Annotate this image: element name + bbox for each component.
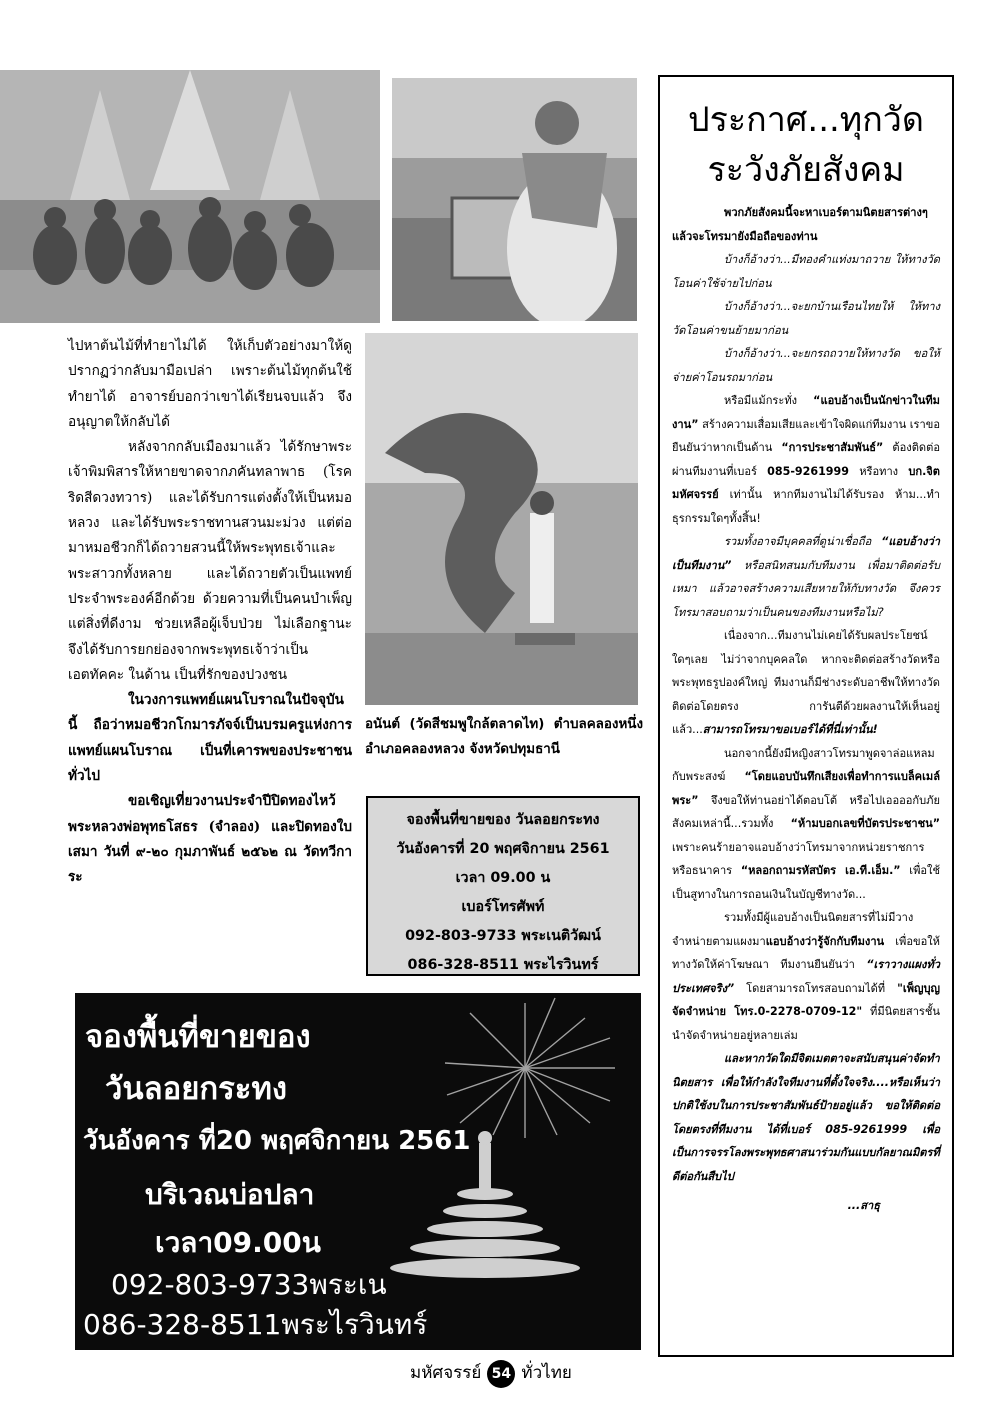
naga-shrine-photo xyxy=(365,333,638,705)
booking-date: วันอังคารที่ 20 พฤศจิกายน 2561 xyxy=(396,841,610,857)
article-paragraph: ในวงการแพทย์แผนโบราณในปัจจุบันนี้ ถือว่าหมอชีวกโกมารภัจจ์เป็นบรมครูแห่งการแพทย์แผนโบราณ เป็นที่เคารพของประชาชนทั่วไป xyxy=(68,692,352,785)
booking-phone-1: 092-803-9733 พระเนติวัฒน์ xyxy=(405,928,601,944)
article-paragraph: ไปหาต้นไม้ที่ทำยาไม่ได้ ให้เก็บตัวอย่างมาให้ดู ปรากฏว่ากลับมามือเปล่า เพราะต้นไม้ทุกต้นใช้ทำยาได้ อาจารย์บอกว่าเขาได้เรียนจบแล้ว จึงอนุญาตให้กลับได้ xyxy=(68,338,352,430)
left-article xyxy=(68,334,352,891)
ad-date: วันอังคาร ที่20 พฤศจิกายน 2561 xyxy=(83,1126,471,1156)
notice-paragraph: รวมทั้งมีผู้แอบอ้างเป็นนิตยสารที่ไม่มีวางจำหน่ายตามแผงมาแอบอ้างว่ารู้จักกับทีมงาน เพื่อขอให้ทางวัดให้ค่าโฆษณา ทีมงานยืนยันว่า “เราวางแผงทั่วประเทศจริง” โดยสามารถโทรสอบถามได้ที่ "เพ็ญบุญ จัดจำหน่าย โทร.0-2278-0709-12" ที่มีนิตยสารชั้นนำจัดจำหน่ายอยู่หลายเล่ม xyxy=(672,911,941,1042)
notice-title-line: ประกาศ...ทุกวัด xyxy=(688,100,924,140)
notice-box xyxy=(658,75,954,1357)
article-paragraph: ขอเชิญเที่ยวงานประจำปีปิดทองไหว้พระหลวงพ่อพุทธโสธร (จำลอง) และปิดทองใบเสมา วันที่ ๙-๒๐ กุมภาพันธ์ ๒๕๖๒ ณ วัดทวีการะ xyxy=(68,793,352,886)
notice-paragraph: นอกจากนี้ยังมีหญิงสาวโทรมาพูดจาล่อแหลมกับพระสงฆ์ “โดยแอบบันทึกเสียงเพื่อทำการแบล็คเมล์พระ” จึงขอให้ท่านอย่าได้ตอบโต้ หรือไปเออออกับภัยสังคมเหล่านี้...รวมทั้ง “ห้ามบอกเลขที่บัตรประชาชน” เพราะคนร้ายอาจแอบอ้างว่าโทรมาจากหน่วยราชการหรือธนาคาร “หลอกถามรหัสบัตร เอ.ที.เอ็ม.” เพื่อใช้เป็นสูทางในการถอนเงินในบัญชีทางวัด... xyxy=(672,746,940,901)
booking-line: จองพื้นที่ขายของ วันลอยกระทง xyxy=(406,812,600,828)
booking-phone-label: เบอร์โทรศัพท์ xyxy=(461,899,545,915)
ad-phone-1: 092-803-9733พระเน xyxy=(111,1268,387,1301)
ad-time: เวลา09.00น xyxy=(155,1226,321,1259)
ad-line: จองพื้นที่ขายของ xyxy=(85,1019,311,1055)
notice-title-line: ระวังภัยสังคม xyxy=(707,150,905,190)
page-number: 54 xyxy=(487,1360,515,1388)
notice-paragraph: และหากวัดใดมีจิตเมตตาจะสนับสนุนค่าจัดทำนิตยสาร เพื่อให้กำลังใจทีมงานที่ตั้งใจจริง....หรือเห็นว่าปกติใช้งบในการประชาสัมพันธ์ป้ายอยู่แล้ว ขอให้ติดต่อโดยตรงที่ทีมงาน ได้ที่เบอร์ 085-9261999 เพื่อเป็นการจรรโลงพระพุทธศาสนาร่วมกันแบบกัลยาณมิตรที่ดีต่อกันสืบไป xyxy=(672,1052,940,1183)
ad-line: วันลอยกระทง xyxy=(105,1071,288,1107)
notice-signoff: ...สาธุ xyxy=(847,1199,880,1212)
ad-location: บริเวณบ่อปลา xyxy=(145,1178,315,1211)
notice-body xyxy=(672,201,940,1218)
page-footer xyxy=(410,1358,572,1388)
notice-paragraph: เนื่องจาก...ทีมงานไม่เคยได้รับผลประโยชน์ใดๆเลย ไม่ว่าจากบุคคลใด หากจะติดต่อสร้างวัดหรือพระพุทธรูปองค์ใหญ่ ทีมงานก็มีช่างระดับอาชีพให้ทางวัดติดต่อโดยตรง การันตีด้วยผลงานให้เห็นอยู่แล้ว...สามารถโทรมาขอเบอร์ได้ที่นี่เท่านั้น! xyxy=(672,629,940,736)
ad-phone-2: 086-328-8511พระไรวินทร์ xyxy=(83,1308,428,1341)
temple-group-photo xyxy=(0,70,380,323)
notice-paragraph: หรือมีแม้กระทั่ง “แอบอ้างเป็นนักข่าวในทีมงาน” สร้างความเสื่อมเสียและเข้าใจผิดแก่ทีมงาน เราขอยืนยันว่าหากเป็นด้าน “การประชาสัมพันธ์” ต้องติดต่อผ่านทีมงานที่เบอร์ 085-9261999 หรือทาง บก.จิต มหัศจรรย์ เท่านั้น หากทีมงานไม่ได้รับรอง ห้าม...ทำธุรกรรมใดๆทั้งสิ้น! xyxy=(672,394,940,525)
booking-phone-2: 086-328-8511 พระไรวินทร์ xyxy=(407,957,599,973)
booking-time: เวลา 09.00 น xyxy=(455,870,551,886)
man-portrait-photo xyxy=(392,78,637,321)
notice-paragraph: พวกภัยสังคมนี้จะหาเบอร์ตามนิตยสารต่างๆ แล้วจะโทรมายังมือถือของท่าน xyxy=(672,206,928,243)
article-paragraph: หลังจากกลับเมืองมาแล้ว ได้รักษาพระเจ้าพิมพิสารให้หายขาดจากภคันทลาพาธ (โรคริดสีดวงทวาร) และได้รับการแต่งตั้งให้เป็นหมอหลวง และได้รับพระราชทานสวนมะม่วง แต่ต่อมาหมอชีวกก็ได้ถวายสวนนี้ให้พระพุทธเจ้าและพระสาวกทั้งหลาย และได้ถวายตัวเป็นแพทย์ประจำพระองค์อีกด้วย ด้วยความที่เป็นคนบำเพ็ญแต่สิ่งที่ดีงาม ช่วยเหลือผู้เจ็บป่วย ไม่เลือกฐานะ จึงได้รับการยกย่องจากพระพุทธเจ้าว่าเป็นเอตทัคคะ ในด้าน เป็นที่รักของปวงชน xyxy=(68,439,352,683)
footer-section: ทั่วไทย xyxy=(521,1363,572,1383)
loy-krathong-ad xyxy=(75,993,641,1350)
notice-paragraph: บ้างก็อ้างว่า...มีทองคำแท่งมาถวาย ให้ทางวัดโอนค่าใช้จ่ายไปก่อน xyxy=(672,253,940,290)
notice-paragraph: รวมทั้งอาจมีบุคคลที่ดูน่าเชื่อถือ “แอบอ้างว่าเป็นทีมงาน” หรือสนิทสนมกับทีมงาน เพื่อมาติดต่อรับเหมา แล้วอาจสร้างความเสียหายให้กับทางวัด จึงควรโทรมาสอบถามว่าเป็นคนของทีมงานหรือไม่? xyxy=(672,535,940,619)
notice-title xyxy=(660,95,952,195)
notice-paragraph: บ้างก็อ้างว่า...จะยกบ้านเรือนไทยให้ ให้ทางวัดโอนค่าขนย้ายมาก่อน xyxy=(672,300,940,337)
footer-magazine-name: มหัศจรรย์ xyxy=(410,1363,482,1383)
photo-caption: อนันต์ (วัดสีชมพูใกล้ตลาดไท) ตำบลคลองหนึ่ง อำเภอคลองหลวง จังหวัดปทุมธานี xyxy=(365,717,643,757)
booking-box xyxy=(366,796,640,976)
notice-paragraph: บ้างก็อ้างว่า...จะยกรถถวายให้ทางวัด ขอให้จ่ายค่าโอนรถมาก่อน xyxy=(672,347,940,384)
